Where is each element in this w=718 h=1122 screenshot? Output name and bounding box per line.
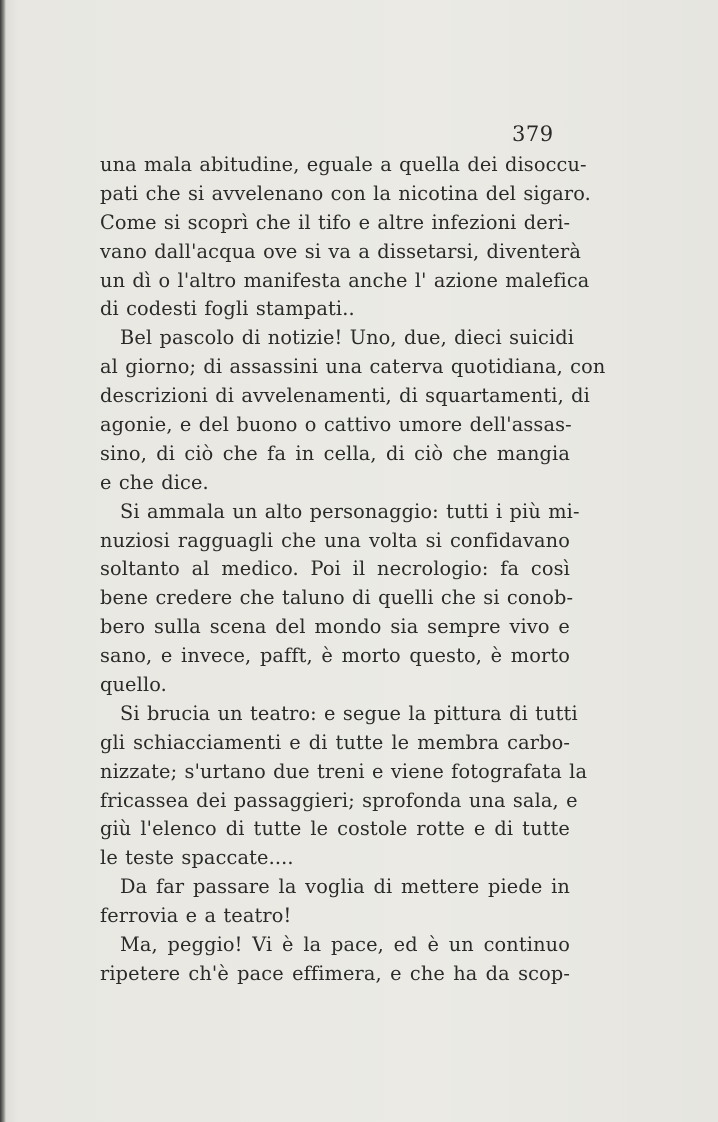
text-line: ripetere ch'è pace effimera, e che ha da scop-	[100, 961, 570, 985]
text-line: Come si scoprì che il tifo e altre infezioni deri-	[100, 210, 571, 234]
text-line: nuziosi ragguagli che una volta si confidavano	[100, 528, 570, 552]
text-line: quello.	[100, 673, 167, 697]
text-line: Ma, peggio! Vi è la pace, ed è un continuo	[120, 933, 570, 957]
page-spine-edge	[0, 0, 6, 1122]
body-text	[100, 151, 606, 989]
text-line: sano, e invece, pafft, è morto questo, è morto	[100, 644, 570, 668]
page-number: 379	[512, 122, 554, 146]
text-line: di codesti fogli stampati..	[100, 297, 355, 321]
text-line: le teste spaccate....	[100, 846, 294, 870]
text-line: al giorno; di assassini una caterva quotidiana, con	[100, 355, 606, 379]
text-line: pati che si avvelenano con la nicotina del sigaro.	[100, 181, 591, 205]
text-line: nizzate; s'urtano due treni e viene fotografata la	[100, 759, 588, 783]
text-line: una mala abitudine, eguale a quella dei disoccu-	[100, 153, 587, 176]
text-line: bero sulla scena del mondo sia sempre vivo e	[100, 615, 570, 639]
text-line: e che dice.	[100, 470, 209, 494]
text-line: sino, di ciò che fa in cella, di ciò che mangia	[100, 441, 570, 465]
text-line: un dì o l'altro manifesta anche l' azione malefica	[100, 268, 590, 292]
text-line: agonie, e del buono o cattivo umore dell'assas-	[100, 413, 572, 437]
text-line: descrizioni di avvelenamenti, di squartamenti, di	[100, 384, 590, 408]
text-line: bene credere che taluno di quelli che si conob-	[100, 586, 574, 610]
text-line: Da far passare la voglia di mettere piede in	[120, 875, 570, 899]
text-line: Bel pascolo di notizie! Uno, due, dieci suicidi	[120, 326, 575, 350]
text-line: Si brucia un teatro: e segue la pittura di tutti	[120, 701, 578, 725]
text-line: soltanto al medico. Poi il necrologio: fa così	[100, 557, 570, 581]
text-line: gli schiacciamenti e di tutte le membra carbo-	[100, 730, 570, 754]
text-line: giù l'elenco di tutte le costole rotte e di tutte	[100, 817, 570, 841]
text-line: Si ammala un alto personaggio: tutti i più mi-	[120, 499, 580, 523]
text-line: fricassea dei passaggieri; sprofonda una sala, e	[100, 788, 578, 812]
text-line: vano dall'acqua ove si va a dissetarsi, diventerà	[100, 239, 582, 263]
text-line: ferrovia e a teatro!	[100, 904, 292, 928]
